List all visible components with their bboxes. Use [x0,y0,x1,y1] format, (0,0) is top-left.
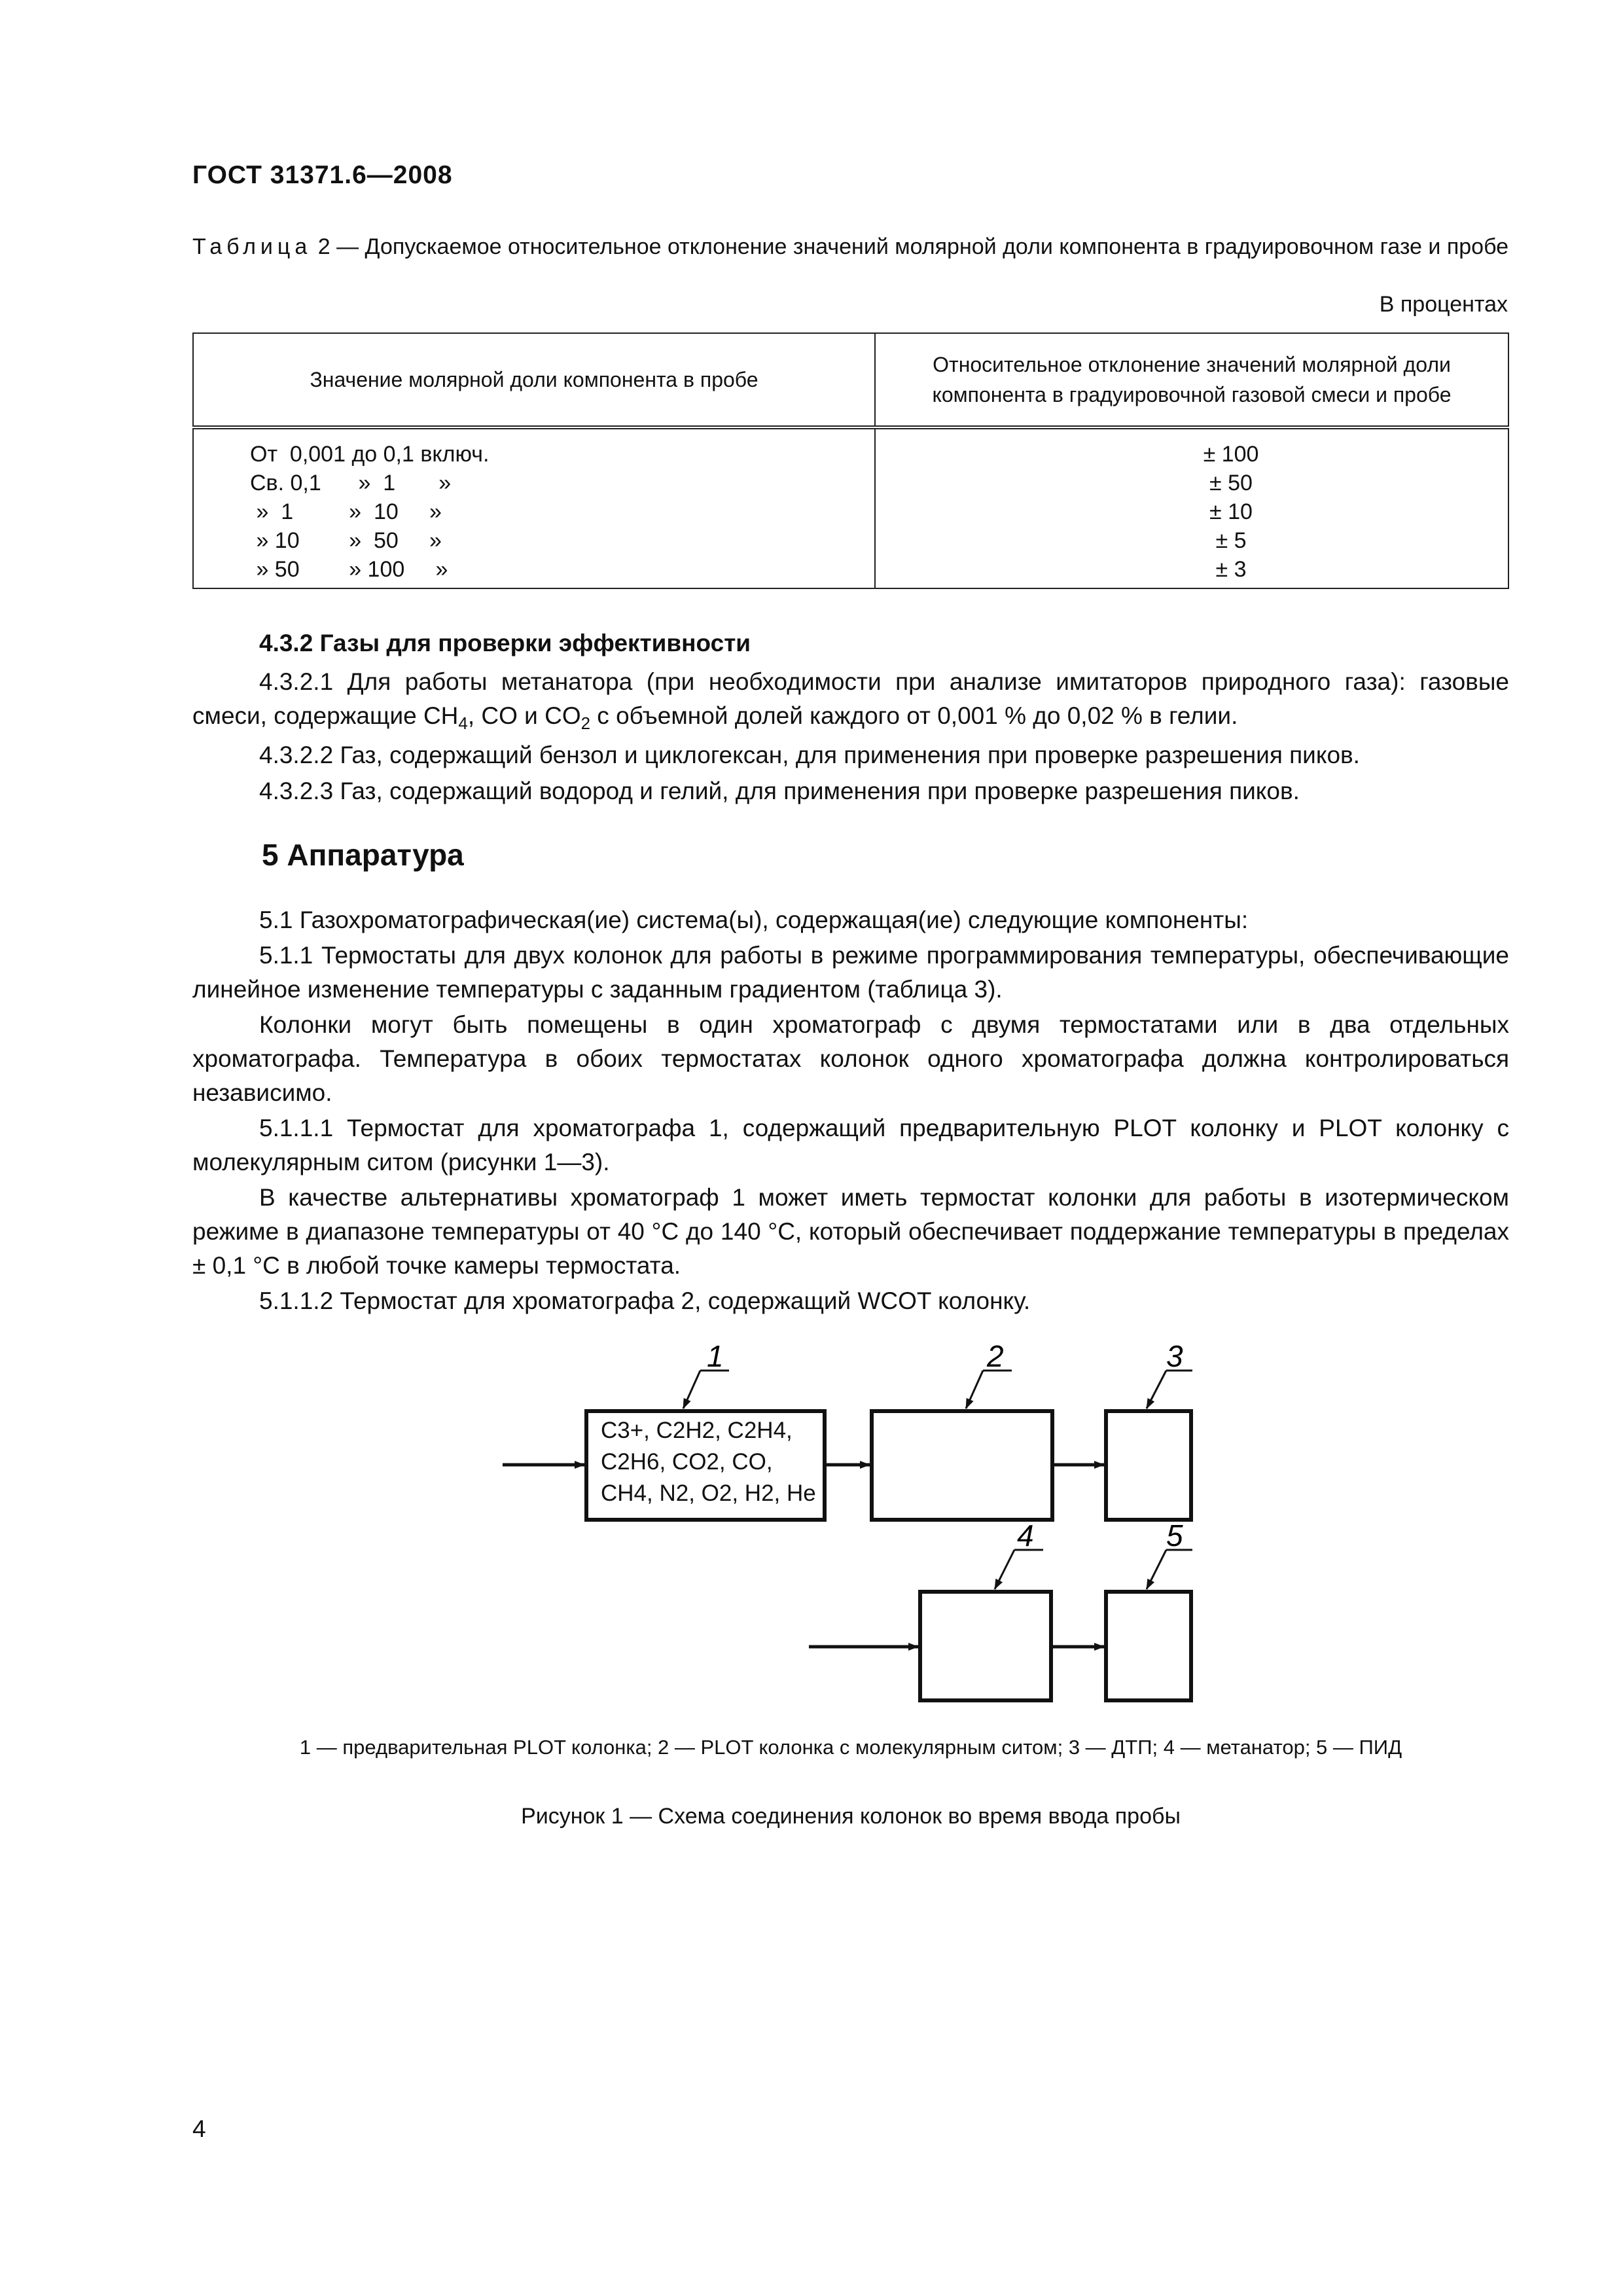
detector-box-3 [1106,1411,1191,1520]
label-1: 1 [707,1339,724,1373]
subscript: 4 [458,714,468,733]
figure-title: Рисунок 1 — Схема соединения колонок во время ввода пробы [521,1804,1181,1829]
page-number: 4 [192,2115,206,2142]
deviation-row: ± 5 [1215,528,1247,553]
components-line-1: C3+, C2H2, C2H4, [601,1418,793,1443]
components-line-2: C2H6, CO2, CO, [601,1449,773,1475]
table-caption-text: 2 — Допускаемое относительное отклонение значений молярной доли компонента в градуировочном газе и пробе [312,234,1509,259]
table-units: В процентах [1379,292,1508,317]
deviation-row: ± 100 [1203,442,1259,467]
paragraph-5-1: 5.1 Газохроматографическая(ие) система(ы), содержащая(ие) следующие компоненты: [259,906,1249,933]
leader-1 [683,1371,700,1408]
label-4: 4 [1017,1518,1034,1552]
column-box-2 [872,1411,1052,1520]
range-row: От 0,001 до 0,1 включ. [250,442,490,467]
paragraph-5-1-1-2: 5.1.1.2 Термостат для хроматографа 2, содержащий WCOT колонку. [259,1287,1031,1314]
standard-number: ГОСТ 31371.6—2008 [192,161,453,189]
p-4-3-2-1-part3: с объемной долей каждого от 0,001 % до 0,02 % в гелии. [590,702,1238,729]
leader-2 [966,1371,983,1408]
column-header-value: Значение молярной доли компонента в пробе [193,333,875,427]
paragraph-5-1-1-1: 5.1.1.1 Термостат для хроматографа 1, содержащий предварительную PLOT колонку и PLOT колонку с молекулярным ситом (рисунки 1—3). [192,1115,1509,1175]
range-row: » 1 » 10 » [250,499,442,524]
components-line-3: CH4, N2, O2, H2, He [601,1480,816,1506]
paragraph-4-3-2-2: 4.3.2.2 Газ, содержащий бензол и циклогексан, для применения при проверке разрешения пиков. [259,742,1360,768]
label-2: 2 [987,1339,1004,1373]
paragraph-5-1-1: 5.1.1 Термостаты для двух колонок для работы в режиме программирования температуры, обеспечивающие линейное изменение температуры с заданным градиентом (таблица 3). [192,942,1509,1003]
deviation-row: ± 50 [1209,471,1253,495]
leader-5 [1147,1550,1166,1589]
range-row: » 50 » 100 » [250,557,448,582]
leader-4 [995,1550,1014,1589]
section-heading-5: 5 Аппаратура [262,838,464,872]
label-5: 5 [1166,1518,1183,1552]
section-heading-4-3-2: 4.3.2 Газы для проверки эффективности [259,630,751,656]
paragraph-4-3-2-3: 4.3.2.3 Газ, содержащий водород и гелий, для применения при проверке разрешения пиков. [259,778,1300,804]
figure-legend: 1 — предварительная PLOT колонка; 2 — PLOT колонка с молекулярным ситом; 3 — ДТП; 4 — метанатор; 5 — ПИД [299,1736,1402,1759]
column-1-components [601,1415,816,1509]
range-row: » 10 » 50 » [250,528,442,553]
table-caption-label: Таблица [192,234,312,259]
p-4-3-2-1-part1: 4.3.2.1 Для работы метанатора (при необходимости при анализе имитаторов природного газа): газовые смеси, содержащие CH [192,668,1509,729]
subscript: 2 [580,714,591,733]
label-3: 3 [1166,1339,1183,1373]
paragraph-columns: Колонки могут быть помещены в один хроматограф с двумя термостатами или в два отдельных хроматографа. Температура в обоих термостатах колонок одного хроматографа должна контролироваться независимо. [192,1011,1509,1106]
deviation-row: ± 3 [1215,557,1247,582]
leader-3 [1147,1371,1166,1408]
methanator-box-4 [920,1592,1051,1700]
column-header-deviation: Относительное отклонение значений молярной доли компонента в градуировочной газовой смеси и пробе [875,333,1508,427]
deviation-row: ± 10 [1209,499,1253,524]
paragraph-alternative: В качестве альтернативы хроматограф 1 может иметь термостат колонки для работы в изотермическом режиме в диапазоне температуры от 40 °C до 140 °C, который обеспечивает поддержание температуры в пределах ± 0,1 °C в любой точке камеры термостата. [192,1184,1509,1279]
range-row: Св. 0,1 » 1 » [250,471,452,495]
p-4-3-2-1-part2: , CO и CO [467,702,581,729]
detector-box-5 [1106,1592,1191,1700]
